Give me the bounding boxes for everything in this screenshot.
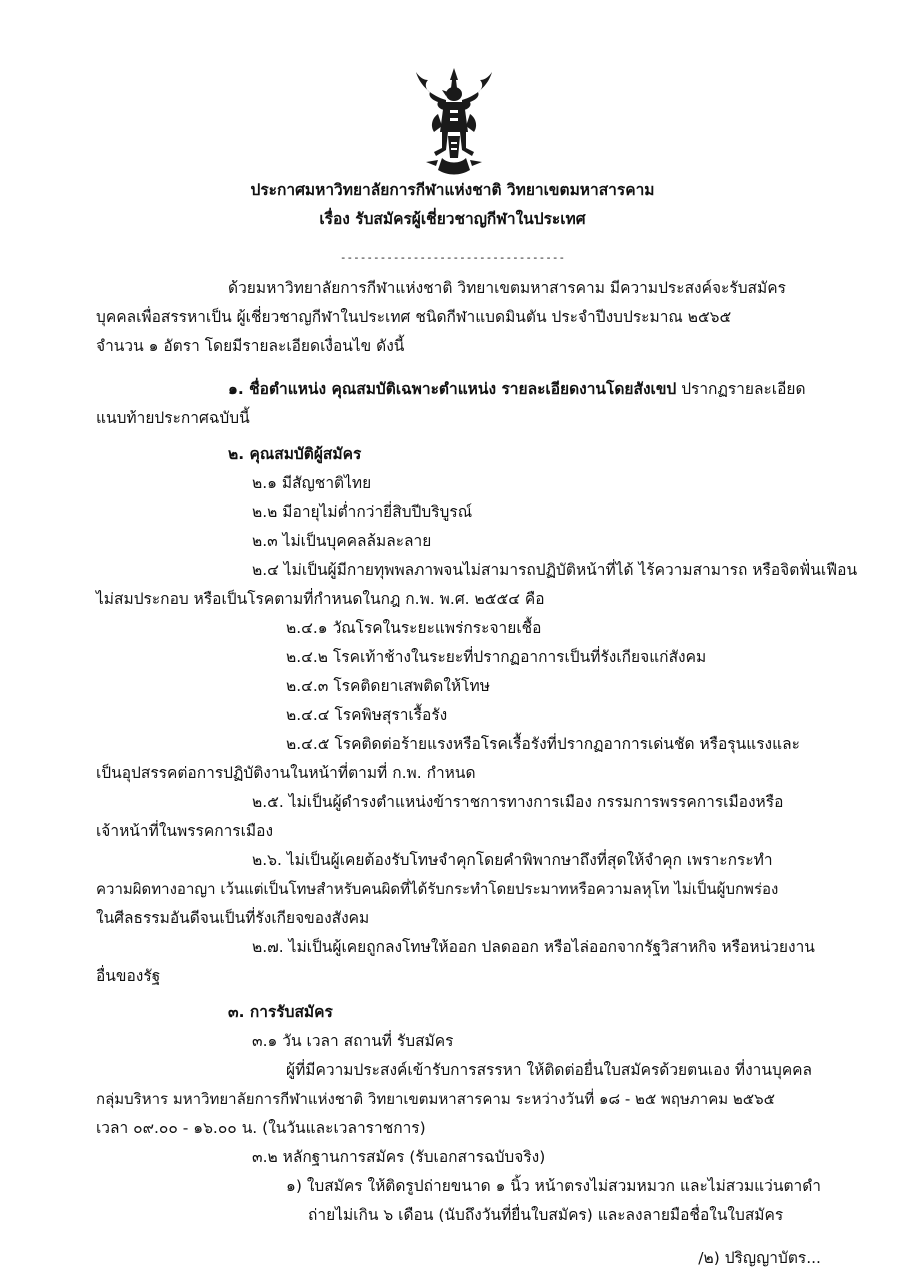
paragraph-line: ด้วยมหาวิทยาลัยการกีฬาแห่งชาติ วิทยาเขตมหาสารคาม มีความประสงค์จะรับสมัคร (228, 279, 786, 297)
paragraph-line: ผู้ที่มีความประสงค์เข้ารับการสรรหา ให้ติดต่อยื่นใบสมัครด้วยตนเอง ที่งานบุคคล (286, 1061, 813, 1079)
paragraph-line: จำนวน ๑ อัตรา โดยมีรายละเอียดเงื่อนไข ดังนี้ (96, 337, 405, 355)
title-separator: ---------------------------------- (339, 251, 566, 264)
section-1-note: ปรากฏรายละเอียด (676, 380, 806, 398)
section-2-heading: ๒. คุณสมบัติผู้สมัคร (228, 445, 362, 463)
garuda-emblem-icon (412, 66, 496, 178)
section-1-heading (228, 375, 806, 404)
sub-list-item: ๒.๔.๒ โรคเท้าช้างในระยะที่ปรากฏอาการเป็นที่รังเกียจแก่สังคม (286, 648, 707, 666)
paragraph-line: บุคคลเพื่อสรรหาเป็น ผู้เชี่ยวชาญกีฬาในประเทศ ชนิดกีฬาแบดมินตัน ประจำปีงบประมาณ ๒๕๖๕ (96, 308, 732, 326)
section-1-title: ๑. ชื่อตำแหน่ง คุณสมบัติเฉพาะตำแหน่ง รายละเอียดงานโดยสังเขป (228, 380, 677, 398)
sub-list-item: ๒.๔.๔ โรคพิษสุราเรื้อรัง (286, 706, 448, 724)
paragraph-line: เป็นอุปสรรคต่อการปฏิบัติงานในหน้าที่ตามที่ ก.พ. กำหนด (96, 764, 476, 782)
paragraph-line: ในศีลธรรมอันดีจนเป็นที่รังเกียจของสังคม (96, 909, 370, 927)
list-item: ๒.๓ ไม่เป็นบุคคลล้มละลาย (252, 532, 432, 550)
announcement-subject: เรื่อง รับสมัครผู้เชี่ยวชาญกีฬาในประเทศ (319, 210, 586, 228)
sub-list-item: ๑) ใบสมัคร ให้ติดรูปถ่ายขนาด ๑ นิ้ว หน้าตรงไม่สวมหมวก และไม่สวมแว่นตาดำ (286, 1177, 822, 1195)
paragraph-line: ไม่สมประกอบ หรือเป็นโรคตามที่กำหนดในกฎ ก.พ. พ.ศ. ๒๕๕๔ คือ (96, 590, 545, 608)
page-continuation: /๒) ปริญญาบัตร... (698, 1249, 821, 1267)
paragraph-line: ถ่ายไม่เกิน ๖ เดือน (นับถึงวันที่ยื่นใบสมัคร) และลงลายมือชื่อในใบสมัคร (308, 1206, 784, 1224)
list-item: ๓.๑ วัน เวลา สถานที่ รับสมัคร (252, 1032, 454, 1050)
sub-list-item: ๒.๔.๕ โรคติดต่อร้ายแรงหรือโรคเรื้อรังที่ปรากฏอาการเด่นชัด หรือรุนแรงและ (286, 735, 800, 753)
paragraph-line: อื่นของรัฐ (96, 967, 161, 985)
paragraph-line: เจ้าหน้าที่ในพรรคการเมือง (96, 822, 274, 840)
list-item: ๒.๑ มีสัญชาติไทย (252, 474, 372, 492)
paragraph-line: ความผิดทางอาญา เว้นแต่เป็นโทษสำหรับคนผิดที่ได้รับกระทำโดยประมาทหรือความลหุโท ไม่เป็นผู้บกพร่อง (96, 880, 779, 898)
list-item: ๓.๒ หลักฐานการสมัคร (รับเอกสารฉบับจริง) (252, 1148, 546, 1166)
announcement-title: ประกาศมหาวิทยาลัยการกีฬาแห่งชาติ วิทยาเขตมหาสารคาม (250, 181, 655, 199)
paragraph-line: กลุ่มบริหาร มหาวิทยาลัยการกีฬาแห่งชาติ วิทยาเขตมหาสารคาม ระหว่างวันที่ ๑๘ - ๒๕ พฤษภาคม ๒๕๖๕ (96, 1090, 776, 1108)
sub-list-item: ๒.๔.๓ โรคติดยาเสพติดให้โทษ (286, 677, 490, 695)
list-item: ๒.๔ ไม่เป็นผู้มีกายทุพพลภาพจนไม่สามารถปฏิบัติหน้าที่ได้ ไร้ความสามารถ หรือจิตฟั่นเฟือน (252, 561, 858, 579)
list-item: ๒.๗. ไม่เป็นผู้เคยถูกลงโทษให้ออก ปลดออก หรือไล่ออกจากรัฐวิสาหกิจ หรือหน่วยงาน (252, 938, 815, 956)
list-item: ๒.๕. ไม่เป็นผู้ดำรงตำแหน่งข้าราชการทางการเมือง กรรมการพรรคการเมืองหรือ (252, 793, 784, 811)
list-item: ๒.๖. ไม่เป็นผู้เคยต้องรับโทษจำคุกโดยคำพิพากษาถึงที่สุดให้จำคุก เพราะกระทำ (252, 851, 773, 869)
paragraph-line: เวลา ๐๙.๐๐ - ๑๖.๐๐ น. (ในวันและเวลาราชการ) (96, 1119, 426, 1137)
sub-list-item: ๒.๔.๑ วัณโรคในระยะแพร่กระจายเชื้อ (286, 619, 542, 637)
list-item: ๒.๒ มีอายุไม่ต่ำกว่ายี่สิบปีบริบูรณ์ (252, 503, 473, 521)
paragraph-line: แนบท้ายประกาศฉบับนี้ (96, 409, 250, 427)
section-3-heading: ๓. การรับสมัคร (228, 1003, 333, 1021)
